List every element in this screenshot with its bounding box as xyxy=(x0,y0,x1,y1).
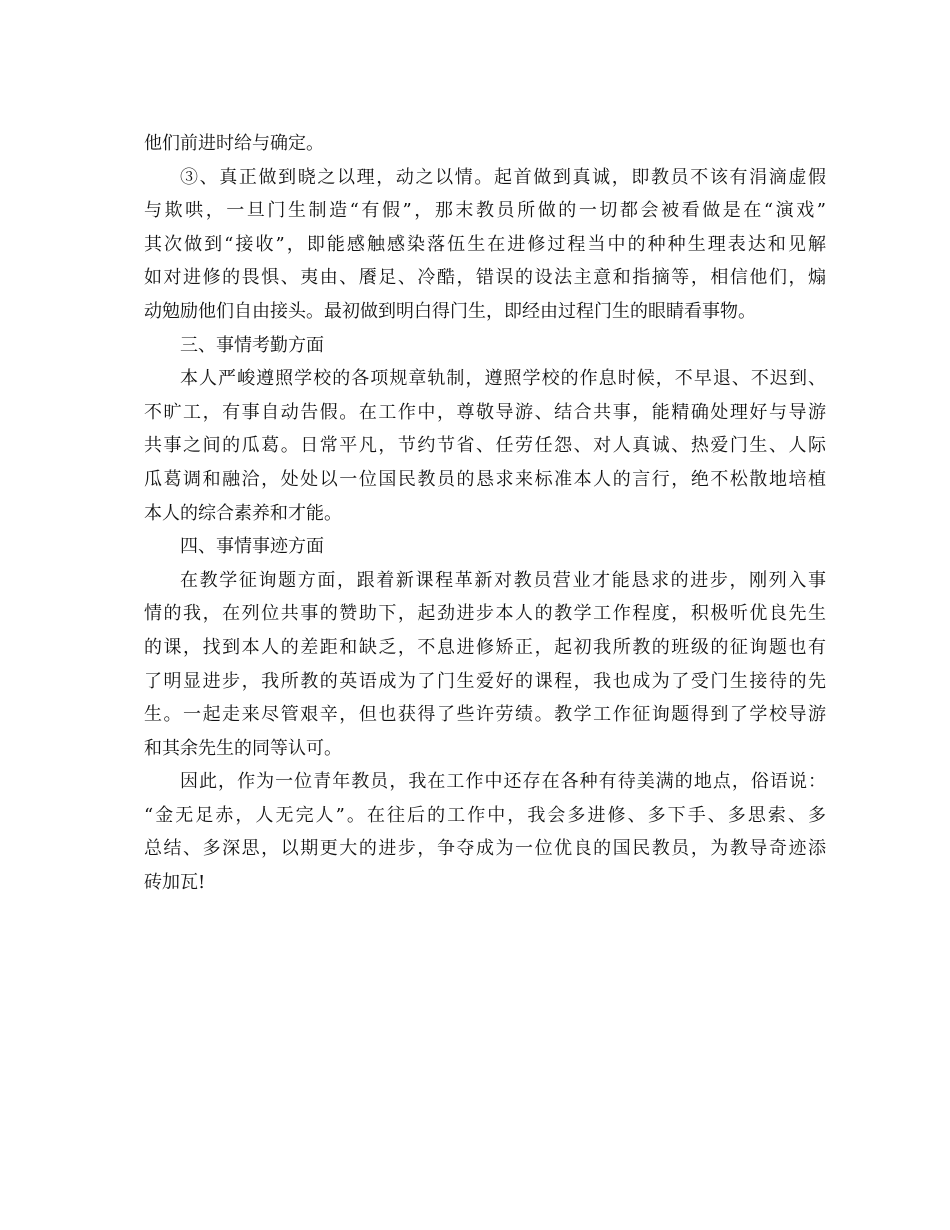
text-line: 情的我，在列位共事的赞助下，起劲进步本人的教学工作程度，积极听优良先生 xyxy=(144,603,826,625)
text-line: 共事之间的瓜葛。日常平凡，节约节省、任劳任怨、对人真诚、热爱门生、人际 xyxy=(144,435,826,457)
text-line: 的课，找到本人的差距和缺乏，不息进修矫正，起初我所教的班级的征询题也有 xyxy=(144,636,826,658)
text-line: 其次做到“接收”，即能感触感染落伍生在进修过程当中的种种生理表达和见解 xyxy=(144,233,826,255)
text-line: 生。一起走来尽管艰辛，但也获得了些许劳绩。教学工作征询题得到了学校导游 xyxy=(144,704,826,726)
text-line: 在教学征询题方面，跟着新课程革新对教员营业才能恳求的进步，刚列入事 xyxy=(180,569,826,591)
section-heading: 四、事情事迹方面 xyxy=(180,536,324,558)
document-body xyxy=(144,130,826,903)
text-line: “金无足赤，人无完人”。在往后的工作中，我会多进修、多下手、多思索、多 xyxy=(144,804,826,826)
section-heading: 三、事情考勤方面 xyxy=(180,334,324,356)
text-line: 本人严峻遵照学校的各项规章轨制，遵照学校的作息时候，不早退、不迟到、 xyxy=(180,368,826,390)
text-line: 砖加瓦! xyxy=(144,872,206,894)
text-line: 和其余先生的同等认可。 xyxy=(144,737,342,759)
text-line: 不旷工，有事自动告假。在工作中，尊敬导游、结合共事，能精确处理好与导游 xyxy=(144,401,826,423)
text-line: 如对进修的畏惧、夷由、餍足、冷酷，错误的设法主意和指摘等，相信他们，煽 xyxy=(144,267,826,289)
text-line: 瓜葛调和融洽，处处以一位国民教员的恳求来标准本人的言行，绝不松散地培植 xyxy=(144,468,826,490)
text-line: 本人的综合素养和才能。 xyxy=(144,502,342,524)
text-line: 了明显进步，我所教的英语成为了门生爱好的课程，我也成为了受门生接待的先 xyxy=(144,670,826,692)
text-line: 动勉励他们自由接头。最初做到明白得门生，即经由过程门生的眼睛看事物。 xyxy=(144,300,756,322)
text-line: 因此，作为一位青年教员，我在工作中还存在各种有待美满的地点，俗语说： xyxy=(180,771,826,793)
text-line: ③、真正做到晓之以理，动之以情。起首做到真诚，即教员不该有涓滴虚假 xyxy=(180,166,826,188)
text-line: 总结、多深思，以期更大的进步，争夺成为一位优良的国民教员，为教导奇迹添 xyxy=(144,838,826,860)
text-line: 与欺哄，一旦门生制造“有假”，那末教员所做的一切都会被看做是在“演戏” xyxy=(144,200,826,222)
text-line: 他们前进时给与确定。 xyxy=(144,133,324,154)
